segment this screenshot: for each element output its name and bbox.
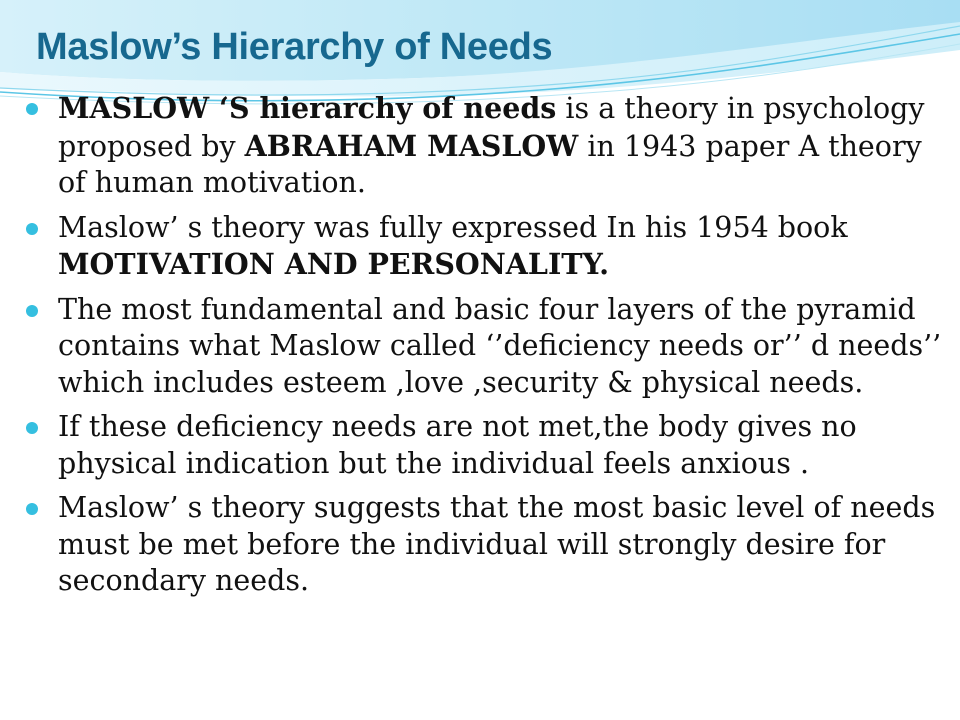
bullet-icon [26, 103, 38, 115]
bullet-icon [26, 305, 38, 317]
bullet-item-2 [24, 210, 944, 284]
bold-text: MASLOW ‘S hierarchy of needs [58, 91, 557, 125]
body-text: is a theory in psychology proposed by [58, 92, 925, 163]
bullet-icon [26, 422, 38, 434]
bullet-item-1 [24, 90, 944, 202]
body-text: The most fundamental and basic four layers of the pyramid contains what Maslow called ‘’deficiency needs or’’ d needs’’ which includes esteem ,love ,security & physical needs. [58, 292, 942, 399]
bold-text: MOTIVATION AND PERSONALITY. [58, 247, 610, 281]
slide-title: Maslow’s Hierarchy of Needs [36, 26, 553, 68]
bullet-item-5 [24, 490, 944, 600]
bullet-item-3 [24, 292, 944, 402]
bullet-icon [26, 503, 38, 515]
bold-text: ABRAHAM MASLOW [244, 128, 579, 163]
bullet-item-4 [24, 409, 944, 482]
bullet-icon [26, 223, 38, 235]
body-text: in 1943 paper A theory of human motivation. [58, 129, 922, 199]
body-text: Maslow’ s theory was fully expressed In his 1954 book [58, 210, 848, 244]
body-text: Maslow’ s theory suggests that the most basic level of needs must be met before the individual will strongly desire for secondary needs. [58, 491, 936, 597]
bullet-list [24, 90, 944, 608]
body-text: If these deficiency needs are not met,the body gives no physical indication but the individual feels anxious . [58, 410, 857, 480]
